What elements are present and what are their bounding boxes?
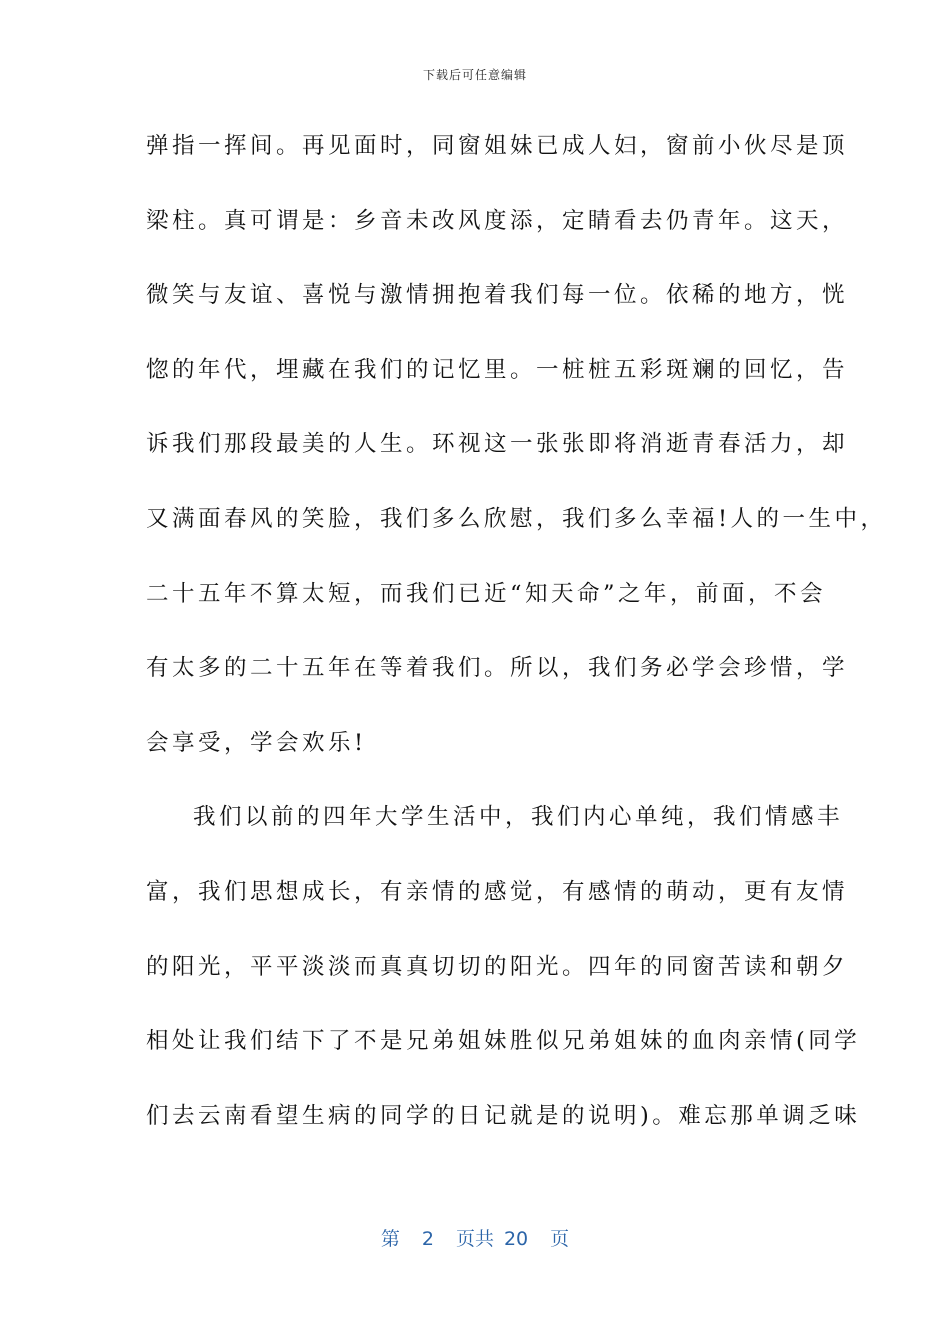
text-line: 们去云南看望生病的同学的日记就是的说明)。难忘那单调乏味 [146,1102,861,1129]
text-line: 惚的年代，埋藏在我们的记忆里。一桩桩五彩斑斓的回忆，告 [146,356,849,383]
text-line: 梁柱。真可谓是：乡音未改风度添，定睛看去仍青年。这天， [146,207,849,234]
text-line: 富，我们思想成长，有亲情的感觉，有感情的萌动，更有友情 [146,878,849,905]
text-line: 相处让我们结下了不是兄弟姐妹胜似兄弟姐妹的血肉亲情(同学 [146,1028,861,1055]
text-line: 的阳光，平平淡淡而真真切切的阳光。四年的同窗苦读和朝夕 [146,953,849,980]
page-number-footer [0,1224,950,1251]
footer-prefix: 第 [380,1228,400,1250]
text-line: 诉我们那段最美的人生。环视这一张张即将消逝青春活力，却 [146,431,849,458]
text-line: 微笑与友谊、喜悦与激情拥抱着我们每一位。依稀的地方，恍 [146,282,849,309]
current-page-number: 2 [421,1228,434,1250]
text-line: 有太多的二十五年在等着我们。所以，我们务必学会珍惜，学 [146,655,849,682]
paragraph-start-line: 我们以前的四年大学生活中，我们内心单纯，我们情感丰 [193,804,844,831]
total-pages-number: 20 [503,1228,529,1250]
footer-middle: 页共 [455,1228,494,1250]
page-header: 下载后可任意编辑 [422,68,527,82]
text-line: 二十五年不算太短，而我们已近“知天命”之年，前面，不会 [146,580,827,607]
footer-suffix: 页 [550,1228,570,1250]
text-line: 又满面春风的笑脸，我们多么欣慰，我们多么幸福!人的一生中， [146,505,887,532]
text-line: 会享受，学会欢乐! [146,729,367,756]
document-body [146,124,887,1168]
text-line: 弹指一挥间。再见面时，同窗姐妹已成人妇，窗前小伙尽是顶 [146,133,849,159]
